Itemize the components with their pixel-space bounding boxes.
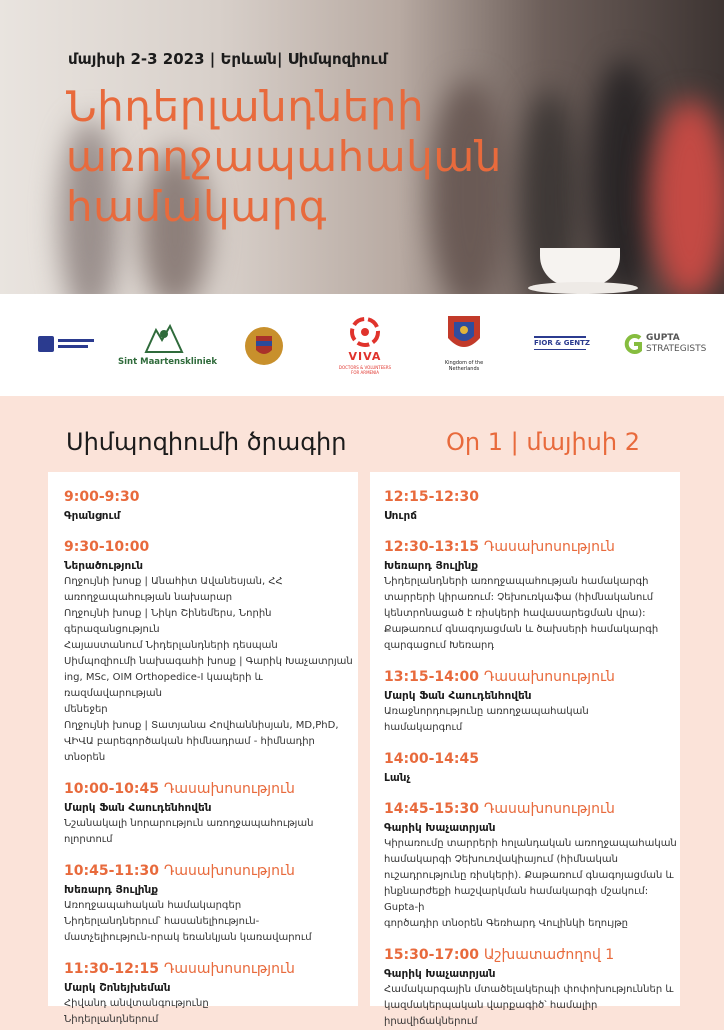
day-title: Օր 1 | մայիսի 2 — [446, 428, 640, 456]
hero-title-line: համակարգ — [66, 182, 327, 231]
time-range: 14:45-15:30 — [384, 801, 479, 817]
desc-line: ինքնարժեքի հաշվարկման համակարգի մշակում: Gupta-ի — [384, 886, 649, 913]
session-time — [64, 780, 358, 798]
session-title: Սուրճ — [384, 510, 417, 522]
session-desc — [384, 704, 680, 736]
desc-line: Կիրառումը տարրերի հոլանդական առողջապահական — [384, 838, 677, 849]
ministry-logo — [38, 336, 96, 358]
speaker-name: Խեռարդ Յուլինք — [384, 560, 479, 572]
desc-line: Ողջույնի խոսք | Նիկո Շինեմերս, Նորին գերազանցություն — [64, 608, 272, 635]
schedule-item — [384, 750, 680, 786]
desc-line: ՎԻՎԱ բարեգործական հիմնադրամ - հիմնադիր տնօրեն — [64, 736, 315, 763]
schedule-item — [64, 780, 358, 848]
desc-line: Քաթառում գնագոյացման և ծախսերի համակարգի — [384, 624, 659, 635]
schedule-item — [384, 538, 680, 654]
time-range: 9:00-9:30 — [64, 489, 140, 505]
fior-gentz-name: FIOR & GENTZ — [534, 339, 590, 347]
viva-tagline: DOCTORS & VOLUNTEERS FOR ARMENIA — [338, 365, 392, 375]
desc-line: Ողջույնի խոսք | Տատյանա Հովհաննիսյան, MD,PhD, — [64, 720, 339, 731]
schedule-item — [384, 946, 680, 1030]
session-title: Ներածություն — [64, 560, 144, 572]
desc-line: ուշադրությունը ռիսկերի). Քաթառում գնագոյացման և — [384, 870, 674, 881]
desc-line: Նշանակալի նորարություն առողջապահության — [64, 818, 314, 829]
session-time — [64, 488, 358, 506]
hero-title-line: առողջապահական — [66, 132, 502, 181]
session-desc — [64, 898, 358, 946]
time-range: 10:00-10:45 — [64, 781, 159, 797]
speaker-name: Մարկ Ֆան Հաուդենհովեն — [64, 802, 212, 814]
session-desc — [64, 574, 358, 766]
hero-bg-shape — [650, 100, 724, 294]
time-range: 12:15-12:30 — [384, 489, 479, 505]
session-time — [384, 946, 680, 964]
speaker-name: Մարկ Շոնեյխեման — [64, 982, 171, 994]
session-title: Գրանցում — [64, 510, 121, 522]
session-desc — [384, 836, 680, 932]
schedule-item — [384, 488, 680, 524]
desc-line: Նիդերլանդների առողջապահության համակարգի — [384, 576, 649, 587]
sint-maartenskliniek-name: Sint Maartenskliniek — [118, 357, 218, 367]
desc-line: զարգացում Խեռարդ — [384, 640, 495, 651]
schedule-card-left — [48, 472, 358, 1025]
desc-line: մենեջեր — [64, 704, 108, 715]
session-type: Դասախոսություն — [483, 539, 615, 555]
desc-line: համակարգում — [384, 722, 463, 733]
sint-maartenskliniek-logo — [118, 322, 216, 370]
desc-line: Առաջնորդությունը առողջապահական — [384, 706, 589, 717]
time-range: 10:45-11:30 — [64, 863, 159, 879]
gupta-strategists-logo — [624, 330, 707, 360]
session-time — [384, 668, 680, 686]
schedule-item — [384, 668, 680, 736]
session-type: Աշխատաժողով 1 — [483, 947, 615, 963]
session-desc — [384, 574, 680, 654]
time-range: 12:30-13:15 — [384, 539, 479, 555]
desc-line: առողջապահության նախարար — [64, 592, 233, 603]
desc-line: իրավիճակներում — [384, 1016, 478, 1027]
kingdom-netherlands-logo — [436, 312, 492, 386]
desc-line: Ողջույնի խոսք | Անահիտ Ավանեսյան, ՀՀ — [64, 576, 283, 587]
speaker-name: Խեռարդ Յուլինք — [64, 884, 159, 896]
desc-line: Հայաստանում Նիդերլանդների դեսպան — [64, 640, 278, 651]
time-range: 15:30-17:00 — [384, 947, 479, 963]
viva-logo — [335, 316, 395, 380]
desc-line: Նիդերլանդներում — [64, 1014, 159, 1025]
desc-line: Հիվանդ անվտանգությունը — [64, 998, 209, 1009]
time-range: 9:30-10:00 — [64, 539, 150, 555]
schedule-card-right — [370, 472, 680, 1027]
partner-logos-strip — [0, 294, 724, 396]
schedule-item — [64, 960, 358, 1028]
desc-line: Նիդերլանդներում՝ հասանելիություն- — [64, 916, 260, 927]
desc-line: կազմակերպական վարքագիծ՝ համալիր — [384, 1000, 598, 1011]
desc-line: Համակարգային մտածելակերպի փոփոխություններ և — [384, 984, 674, 995]
schedule-list-left — [48, 472, 358, 1028]
desc-line: մատչելիություն-որակ եռանկյան կառավարում — [64, 932, 312, 943]
schedule-item — [64, 538, 358, 766]
session-type: Դասախոսություն — [163, 781, 295, 797]
session-time — [64, 862, 358, 880]
session-type: Դասախոսություն — [483, 669, 615, 685]
schedule-item — [64, 862, 358, 946]
time-range: 11:30-12:15 — [64, 961, 159, 977]
session-type: Դասախոսություն — [163, 961, 295, 977]
desc-line: տարրերի կիրառում: Չեխուռկաֆա (հիմնականում — [384, 592, 654, 603]
speaker-name: Մարկ Ֆան Հաուդենհովեն — [384, 690, 532, 702]
desc-line: ոլորտում — [64, 834, 113, 845]
time-range: 14:00-14:45 — [384, 751, 479, 767]
schedule-item — [384, 800, 680, 932]
speaker-name: Գարիկ Խաչատրյան — [384, 968, 496, 980]
viva-name: VIVA — [348, 350, 382, 363]
session-type: Դասախոսություն — [163, 863, 295, 879]
session-desc — [64, 816, 358, 848]
coffee-saucer-shape — [528, 282, 638, 294]
hero-title — [66, 82, 586, 232]
session-desc — [384, 982, 680, 1030]
desc-line: համակարգի Չեխուռվակիայում (հիմնական — [384, 854, 618, 865]
gupta-strategists-name: STRATEGISTS — [646, 344, 707, 354]
armenia-coat-of-arms-logo — [242, 324, 286, 368]
program-title: Սիմպոզիումի ծրագիր — [66, 428, 347, 456]
session-time — [384, 538, 680, 556]
schedule-list-right — [370, 472, 680, 1030]
session-desc — [64, 996, 358, 1028]
desc-line: գործադիր տնօրեն Գեռհարդ Վուլինկի եղույթը — [384, 918, 628, 929]
hero-banner — [0, 0, 724, 294]
kingdom-netherlands-name: Kingdom of the Netherlands — [444, 360, 484, 372]
session-time — [64, 960, 358, 978]
session-time — [64, 538, 358, 556]
desc-line: ing, MSc, OIM Orthopedice-I կապերի և ռազմավարության — [64, 672, 263, 699]
schedule-item — [64, 488, 358, 524]
desc-line: կենտրոնացած է ռիսկերի հավասարեցման վրա): — [384, 608, 646, 619]
hero-title-line: Նիդերլանդների — [66, 82, 425, 131]
event-date-line: մայիսի 2-3 2023 | Երևան| Սիմպոզիում — [68, 50, 388, 68]
desc-line: Առողջապահական համակարգեր — [64, 900, 242, 911]
session-time — [384, 800, 680, 818]
session-time — [384, 750, 680, 768]
fior-gentz-logo — [534, 336, 590, 356]
session-title: Լանչ — [384, 772, 411, 784]
session-type: Դասախոսություն — [483, 801, 615, 817]
speaker-name: Գարիկ Խաչատրյան — [384, 822, 496, 834]
gupta-name: GUPTA — [646, 333, 680, 343]
time-range: 13:15-14:00 — [384, 669, 479, 685]
session-time — [384, 488, 680, 506]
desc-line: Սիմպոզիումի նախագահի խոսք | Գարիկ Խաչատրյան — [64, 656, 353, 667]
